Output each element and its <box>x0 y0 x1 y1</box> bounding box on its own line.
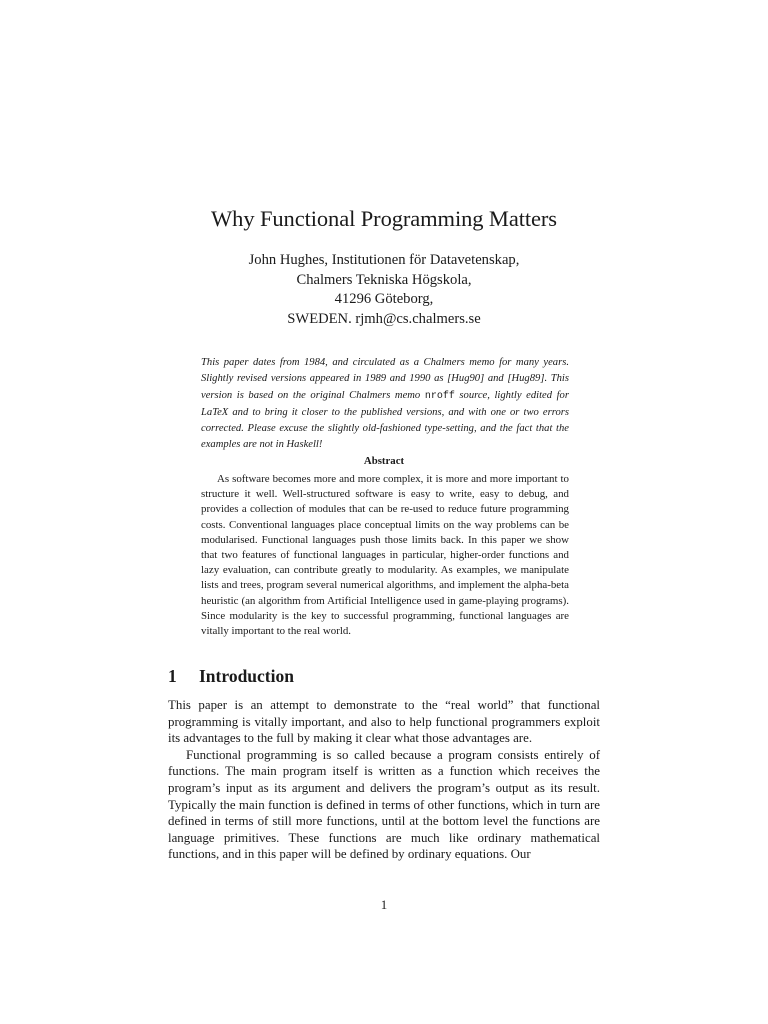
paper-title: Why Functional Programming Matters <box>211 206 557 231</box>
intro-paragraph-1: This paper is an attempt to demonstrate to the “real world” that functional programming is vitally important, and also to help functional programmers exploit its advantages to the full by making it clear what those advantages are. <box>168 698 600 746</box>
note-text-end: source, lightly edited for LaTeX and to bring it closer to the published versions, and with one or two errors corrected. Please excuse the slightly old-fashioned type-setting, and the fact that the examples are not in Haskell! <box>201 389 569 451</box>
author-block <box>0 251 768 329</box>
publication-note <box>201 355 569 454</box>
intro-paragraph-2: Functional programming is so called because a program consists entirely of functions. The main program itself is written as a function which receives the program’s input as its argument and delivers the program’s output as its result. Typically the main function is defined in terms of other functions, which in turn are defined in terms of still more functions, until at the bottom level the functions are language primitives. These functions are much like ordinary mathematical functions, and in this paper will be defined by ordinary equations. Our <box>168 747 600 862</box>
note-text-start: This paper dates from 1984, and circulated as a Chalmers memo for many years. Slightly revised versions appeared in 1989 and 1990 as [Hug90] and [Hug89]. This version is based on the original Chalmers memo <box>201 357 569 401</box>
introduction-body <box>168 697 600 863</box>
affiliation-line: Chalmers Tekniska Högskola, <box>296 271 472 288</box>
abstract-text: As software becomes more and more complex, it is more and more important to structure it well. Well-structured software is easy to write, easy to debug, and provides a collection of modules that can be re-used to reduce future programming costs. Conventional languages place conceptual limits on the way problems can be modularised. Functional languages push those limits back. In this paper we show that two features of functional languages in particular, higher-order functions and lazy evaluation, can contribute greatly to modularity. As examples, we manipulate lists and trees, program several numerical algorithms, and implement the alpha-beta heuristic (an algorithm from Artificial Intelligence used in game-playing programs). Since modularity is the key to successful programming, functional languages are vitally important to the real world. <box>201 473 569 638</box>
section-heading <box>168 665 294 687</box>
section-title: Introduction <box>199 666 294 686</box>
section-number: 1 <box>168 666 177 686</box>
abstract-heading: Abstract <box>363 455 405 467</box>
address-line: 41296 Göteborg, <box>334 291 434 307</box>
page-number: 1 <box>380 898 388 912</box>
author-line: John Hughes, Institutionen för Datavetenskap, <box>248 252 520 268</box>
note-mono-word: nroff <box>424 390 455 402</box>
country-email-line: SWEDEN. rjmh@cs.chalmers.se <box>287 310 481 327</box>
